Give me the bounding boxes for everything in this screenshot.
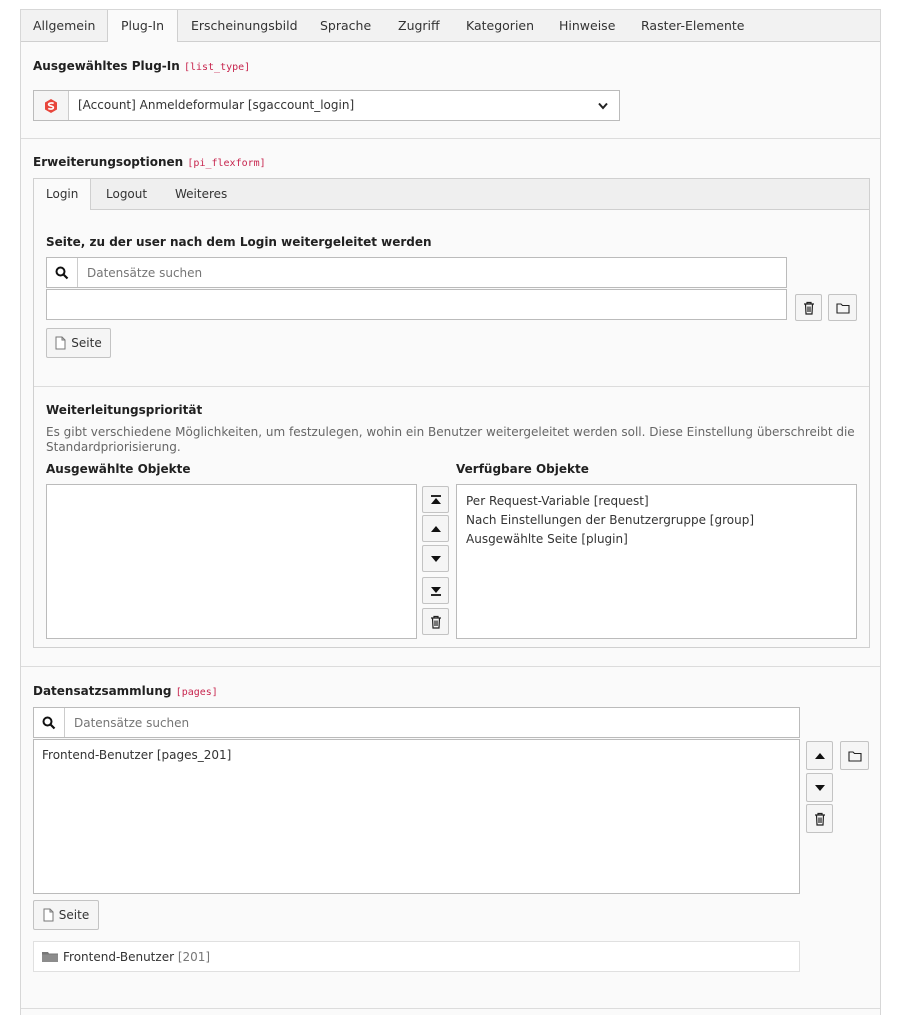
trash-icon [430, 615, 442, 629]
plugin-code: [list_type] [183, 62, 251, 73]
pages-selected-list[interactable] [33, 739, 800, 894]
plugin-label [33, 59, 250, 73]
section-divider [21, 138, 880, 139]
list-item[interactable]: Frontend-Benutzer [pages_201] [42, 748, 232, 762]
arrow-up-icon [431, 525, 441, 533]
tab-plugin[interactable]: Plug-In [107, 10, 178, 42]
flexform-label [33, 155, 266, 169]
pages-label [33, 684, 218, 698]
available-item[interactable]: Ausgewählte Seite [plugin] [466, 532, 628, 546]
arrow-down-icon [815, 784, 825, 792]
move-up-button[interactable] [422, 515, 449, 542]
redirect-label: Seite, zu der user nach dem Login weitergeleitet werden [46, 235, 432, 249]
folder-icon [836, 302, 850, 314]
move-top-button[interactable] [422, 486, 449, 513]
browse-folder-button[interactable] [828, 294, 857, 321]
move-up-button[interactable] [806, 741, 833, 770]
available-objects-label: Verfügbare Objekte [456, 462, 589, 476]
delete-button[interactable] [806, 804, 833, 833]
page-icon [43, 908, 54, 922]
flexform-label-text: Erweiterungsoptionen [33, 155, 184, 169]
selected-objects-label: Ausgewählte Objekte [46, 462, 191, 476]
subtab-login[interactable]: Login [34, 179, 91, 210]
arrow-down-icon [431, 555, 441, 563]
priority-description: Es gibt verschiedene Möglichkeiten, um festzulegen, wohin ein Benutzer weitergeleitet werden soll. Diese Einstellung überschreibt die Standardpriorisierung. [46, 425, 855, 454]
pages-search-input[interactable] [72, 713, 796, 733]
sgaccount-logo-icon [34, 91, 69, 120]
move-down-button[interactable] [806, 773, 833, 802]
record-title: Frontend-Benutzer [63, 950, 175, 964]
search-icon [47, 258, 78, 287]
subtab-bar [34, 179, 869, 210]
trash-icon [814, 812, 826, 826]
chevron-down-icon [598, 102, 608, 110]
available-item[interactable]: Nach Einstellungen der Benutzergruppe [group] [466, 513, 754, 527]
tab-kategorien[interactable]: Kategorien [466, 18, 535, 33]
folder-closed-icon [42, 951, 58, 963]
flexform-code: [pi_flexform] [187, 158, 266, 169]
arrow-to-top-icon [431, 495, 441, 505]
move-bottom-button[interactable] [422, 577, 449, 604]
pages-search-field[interactable] [33, 707, 800, 738]
tab-hinweise[interactable]: Hinweise [559, 18, 616, 33]
priority-label: Weiterleitungspriorität [46, 403, 203, 417]
flexform-panel [33, 178, 870, 648]
add-page-button-label: Seite [58, 908, 90, 922]
tab-allgemein[interactable]: Allgemein [33, 18, 96, 33]
search-icon [34, 708, 65, 737]
subtab-weiteres[interactable]: Weiteres [175, 187, 228, 201]
redirect-search-input[interactable] [85, 263, 779, 283]
form-frame [20, 9, 881, 1015]
record-preview-text [63, 950, 210, 964]
browse-folder-button[interactable] [840, 741, 869, 770]
pages-code: [pages] [175, 687, 218, 698]
page-icon [55, 336, 66, 350]
section-divider [21, 666, 880, 667]
plugin-select[interactable] [33, 90, 620, 121]
selected-objects-list[interactable] [46, 484, 417, 639]
tab-sprache[interactable]: Sprache [320, 18, 372, 33]
remove-item-button[interactable] [422, 608, 449, 635]
arrow-to-bottom-icon [431, 586, 441, 596]
tab-raster-elemente[interactable]: Raster-Elemente [641, 18, 745, 33]
tab-bar [21, 10, 880, 42]
tab-zugriff[interactable]: Zugriff [398, 18, 440, 33]
trash-icon [803, 301, 815, 315]
add-page-button[interactable] [46, 328, 111, 358]
delete-button[interactable] [795, 294, 822, 321]
add-page-button-label: Seite [71, 336, 102, 350]
arrow-up-icon [815, 752, 825, 760]
folder-icon [848, 750, 862, 762]
record-preview [33, 941, 800, 972]
add-page-button[interactable] [33, 900, 99, 930]
move-down-button[interactable] [422, 545, 449, 572]
available-item[interactable]: Per Request-Variable [request] [466, 494, 649, 508]
record-id: [201] [177, 950, 211, 964]
tab-erscheinungsbild[interactable]: Erscheinungsbild [191, 18, 298, 33]
available-objects-list[interactable] [456, 484, 857, 639]
plugin-selected-value: [Account] Anmeldeformular [sgaccount_login] [78, 98, 355, 112]
redirect-page-field[interactable] [46, 289, 787, 320]
redirect-search-field[interactable] [46, 257, 787, 288]
pages-label-text: Datensatzsammlung [33, 684, 172, 698]
section-divider [21, 1008, 880, 1009]
subsection-divider [34, 386, 869, 387]
plugin-label-text: Ausgewähltes Plug-In [33, 59, 180, 73]
subtab-logout[interactable]: Logout [106, 187, 148, 201]
